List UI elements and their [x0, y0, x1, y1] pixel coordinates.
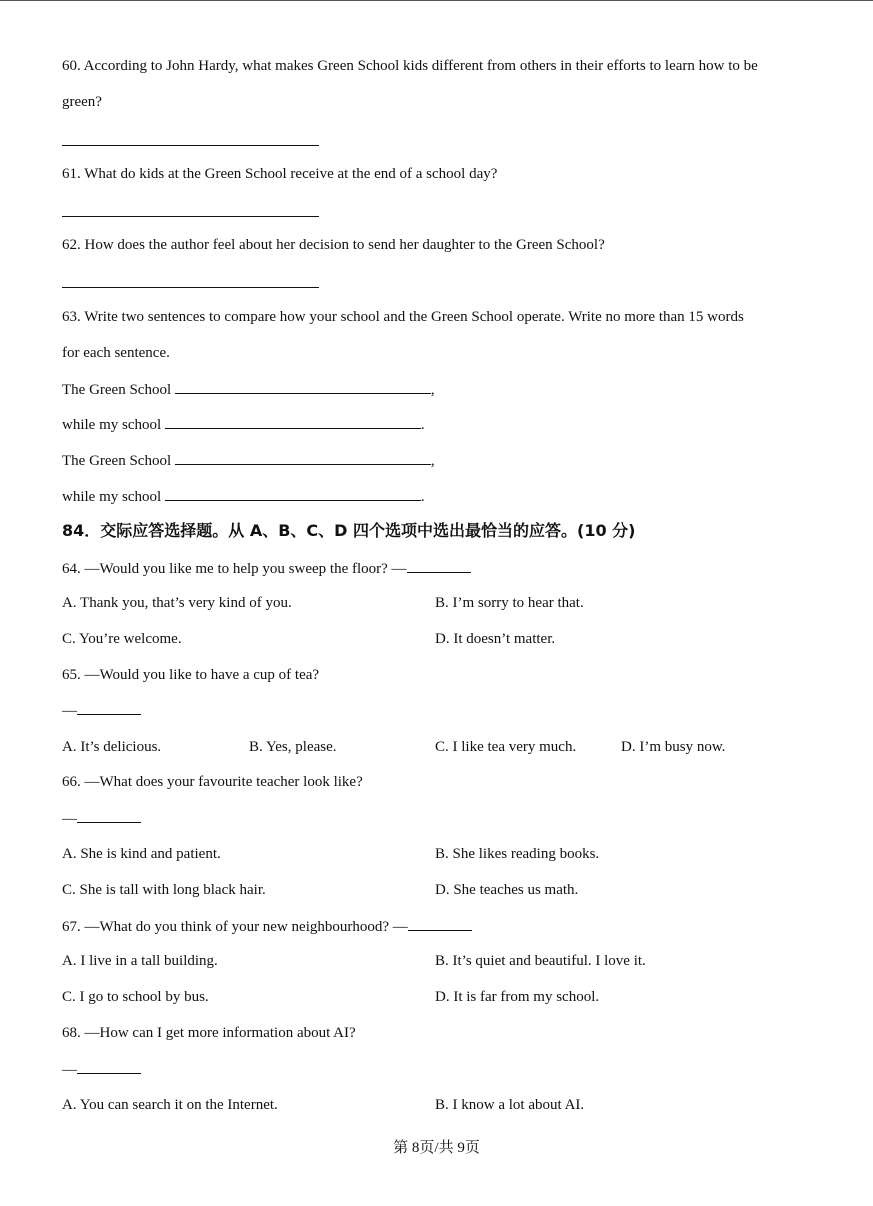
page-top-rule	[0, 0, 873, 1]
q63-my-school-row-2	[62, 486, 425, 507]
q61-question: 61. What do kids at the Green School receive at the end of a school day?	[62, 166, 498, 182]
q68-answer-row	[62, 1059, 141, 1080]
q66-answer-row	[62, 808, 141, 829]
green-school-blank-2[interactable]	[175, 450, 431, 465]
q64-blank[interactable]	[407, 558, 471, 573]
q67-options-row-1	[62, 951, 822, 971]
q65-option-b[interactable]: B. Yes, please.	[249, 739, 337, 755]
comma: ,	[430, 453, 435, 469]
q64-stem: 64. —Would you like me to help you sweep the floor? —	[62, 561, 407, 577]
dash: —	[62, 703, 77, 719]
q60-line1: 60. According to John Hardy, what makes Green School kids different from others in their efforts to learn how to be	[62, 58, 758, 74]
q65-option-a[interactable]: A. It’s delicious.	[62, 739, 162, 755]
q68-stem: 68. —How can I get more information about AI?	[62, 1025, 356, 1041]
q63-line1: 63. Write two sentences to compare how your school and the Green School operate. Write no more than 15 words	[62, 309, 744, 325]
q63-green-school-row-1	[62, 379, 435, 400]
q66-options-row-1	[62, 844, 822, 864]
comma: ,	[430, 382, 435, 398]
q64-stem-row	[62, 558, 471, 579]
q66-option-b[interactable]: B. She likes reading books.	[435, 846, 600, 862]
q66-option-d[interactable]: D. She teaches us math.	[435, 882, 579, 898]
my-school-label: while my school	[62, 489, 162, 505]
q60-answer-line[interactable]	[62, 145, 319, 146]
q65-option-d[interactable]: D. I’m busy now.	[621, 739, 726, 755]
q68-option-b[interactable]: B. I know a lot about AI.	[435, 1097, 585, 1113]
q67-options-row-2	[62, 987, 822, 1007]
green-school-blank-1[interactable]	[175, 379, 431, 394]
dash: —	[62, 1062, 77, 1078]
q64-option-d[interactable]: D. It doesn’t matter.	[435, 631, 556, 647]
q62-question: 62. How does the author feel about her decision to send her daughter to the Green School?	[62, 237, 605, 253]
q67-option-a[interactable]: A. I live in a tall building.	[62, 953, 218, 969]
q64-option-b[interactable]: B. I’m sorry to hear that.	[435, 595, 584, 611]
my-school-blank-1[interactable]	[165, 414, 421, 429]
q66-stem: 66. —What does your favourite teacher look like?	[62, 774, 363, 790]
dash: —	[62, 811, 77, 827]
q65-answer-row	[62, 700, 141, 721]
q65-stem: 65. —Would you like to have a cup of tea?	[62, 667, 320, 683]
page-number-footer: 第 8页/共 9页	[393, 1140, 480, 1156]
period: .	[420, 489, 425, 505]
period: .	[420, 417, 425, 433]
green-school-label: The Green School	[62, 382, 172, 398]
q64-option-c[interactable]: C. You’re welcome.	[62, 631, 182, 647]
q67-option-d[interactable]: D. It is far from my school.	[435, 989, 600, 1005]
green-school-label: The Green School	[62, 453, 172, 469]
q62-answer-line[interactable]	[62, 287, 319, 288]
section-84-heading: 84．交际应答选择题。从 A、B、C、D 四个选项中选出最恰当的应答。(10 分)	[62, 521, 636, 540]
q68-blank[interactable]	[77, 1059, 141, 1074]
q63-my-school-row-1	[62, 414, 425, 435]
q68-options-row-1	[62, 1095, 822, 1115]
my-school-blank-2[interactable]	[165, 486, 421, 501]
q65-options-row	[62, 737, 822, 757]
q67-option-b[interactable]: B. It’s quiet and beautiful. I love it.	[435, 953, 646, 969]
q65-option-c[interactable]: C. I like tea very much.	[435, 739, 577, 755]
q66-options-row-2	[62, 880, 822, 900]
q64-option-a[interactable]: A. Thank you, that’s very kind of you.	[62, 595, 292, 611]
q66-blank[interactable]	[77, 808, 141, 823]
q63-line2: for each sentence.	[62, 345, 170, 361]
q67-blank[interactable]	[408, 916, 472, 931]
q60-line2: green?	[62, 94, 102, 110]
q67-stem-row	[62, 916, 472, 937]
q67-stem: 67. —What do you think of your new neighbourhood? —	[62, 919, 408, 935]
q63-green-school-row-2	[62, 450, 435, 471]
q66-option-a[interactable]: A. She is kind and patient.	[62, 846, 221, 862]
q64-options-row-1	[62, 593, 822, 613]
q64-options-row-2	[62, 629, 822, 649]
q68-option-a[interactable]: A. You can search it on the Internet.	[62, 1097, 278, 1113]
q61-answer-line[interactable]	[62, 216, 319, 217]
q65-blank[interactable]	[77, 700, 141, 715]
q66-option-c[interactable]: C. She is tall with long black hair.	[62, 882, 266, 898]
q67-option-c[interactable]: C. I go to school by bus.	[62, 989, 209, 1005]
my-school-label: while my school	[62, 417, 162, 433]
